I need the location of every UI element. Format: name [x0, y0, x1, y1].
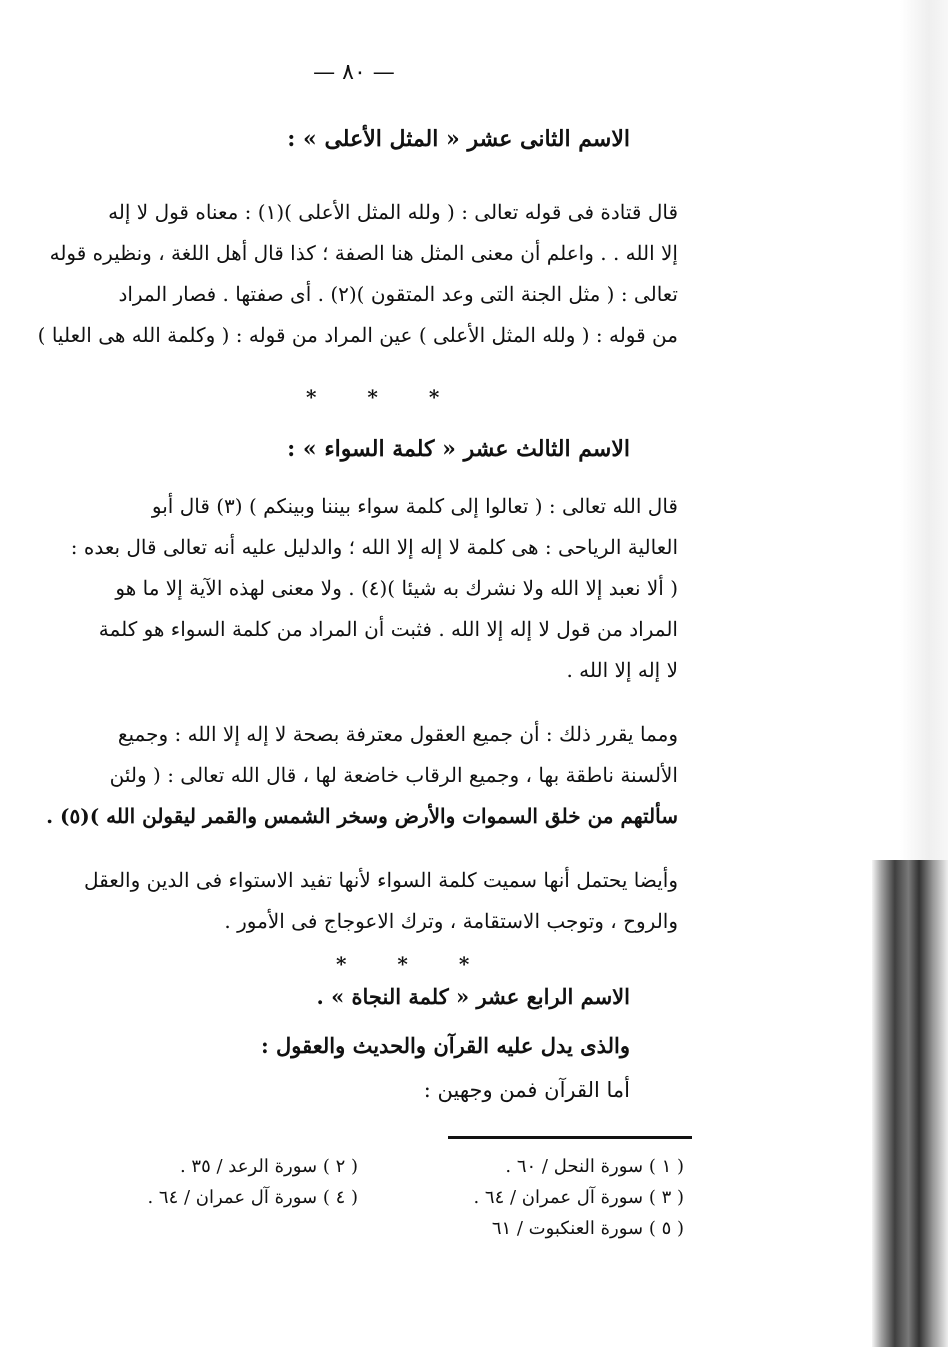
text-line: قال الله تعالى : ( تعالوا إلى كلمة سواء بيننا وبينكم ) (٣) قال أبو	[151, 494, 678, 518]
section-13-paragraph-3	[24, 860, 678, 942]
section-14-line-1: والذى يدل عليه القرآن والحديث والعقول :	[260, 1033, 630, 1058]
section-heading-12: الاسم الثانى عشر « المثل الأعلى » :	[287, 126, 630, 152]
text-line: المراد من قول لا إله إلا الله . فثبت أن المراد من كلمة السواء هو كلمة	[98, 617, 678, 641]
section-divider-stars: * * *	[336, 952, 492, 976]
text-line: والروح ، وتوجب الاستقامة ، وترك الاعوجاج فى الأمور .	[224, 909, 678, 933]
footnote-4: ( ٤ ) سورة آل عمران / ٦٤ .	[147, 1187, 358, 1208]
text-line: من قوله : ( ولله المثل الأعلى ) عين المراد من قوله : ( وكلمة الله هى العليا )	[37, 323, 678, 347]
section-divider-stars: * * *	[306, 385, 462, 409]
section-heading-14: الاسم الرابع عشر « كلمة النجاة » .	[316, 984, 630, 1009]
page-number: — ٨٠ —	[313, 60, 395, 85]
section-14-line-2: أما القرآن فمن وجهين :	[423, 1078, 630, 1102]
text-line: قال قتادة فى قوله تعالى : ( ولله المثل الأعلى )(١) : معناه قول لا إله	[108, 200, 678, 224]
text-line: سألتهم من خلق السموات والأرض وسخر الشمس والقمر ليقولن الله )(٥) .	[46, 804, 678, 828]
section-12-paragraph	[24, 192, 678, 356]
text-line: الألسنة ناطقة بها ، وجميع الرقاب خاضعة لها ، قال الله تعالى : ( ولئن	[109, 763, 678, 787]
section-13-paragraph-2	[24, 714, 678, 837]
binding-edge-shadow	[872, 860, 948, 1347]
footnote-5: ( ٥ ) سورة العنكبوت / ٦١	[491, 1218, 684, 1239]
text-line: تعالى : ( مثل الجنة التى وعد المتقون )(٢) . أى صفتها . فصار المراد	[118, 282, 678, 306]
section-heading-13: الاسم الثالث عشر « كلمة السواء » :	[287, 436, 630, 462]
footnote-separator	[448, 1136, 692, 1139]
page-edge-shadow	[900, 0, 948, 860]
text-line: ومما يقرر ذلك : أن جميع العقول معترفة بصحة لا إله إلا الله : وجميع	[117, 722, 678, 746]
text-line: العالية الرياحى : هى كلمة لا إله إلا الله ؛ والدليل عليه أنه تعالى قال بعده :	[70, 535, 678, 559]
text-line: وأيضا يحتمل أنها سميت كلمة السواء لأنها تفيد الاستواء فى الدين والعقل	[84, 868, 678, 892]
text-line: ( ألا نعبد إلا الله ولا نشرك به شيئا )(٤) . ولا معنى لهذه الآية إلا ما هو	[115, 576, 678, 600]
text-line: إلا الله . . واعلم أن معنى المثل هنا الصفة ؛ كذا قال أهل اللغة ، ونظيره قوله	[49, 241, 678, 265]
section-13-paragraph-1	[24, 486, 678, 691]
text-line: لا إله إلا الله .	[566, 658, 678, 682]
footnote-2: ( ٢ ) سورة الرعد / ٣٥ .	[179, 1156, 358, 1177]
footnote-1: ( ١ ) سورة النحل / ٦٠ .	[505, 1156, 684, 1177]
footnote-3: ( ٣ ) سورة آل عمران / ٦٤ .	[473, 1187, 684, 1208]
